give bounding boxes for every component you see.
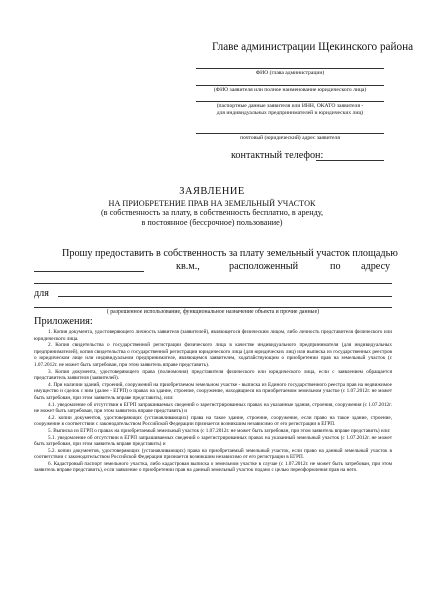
- fio-caption: ФИО (глава администрации): [255, 70, 325, 76]
- address-line: [196, 133, 384, 134]
- address-value-line: [34, 283, 392, 284]
- appendix-item: 1. Копия документа, удостоверяющего личность заявителя (заявителей), являющегося физическим лицом, либо личность представителя физического или юридического лица.: [34, 329, 392, 342]
- form-subtitle-1: НА ПРИОБРЕТЕНИЕ ПРАВ НА ЗЕМЕЛЬНЫЙ УЧАСТОК: [108, 199, 316, 208]
- usage-caption: ( разрешенное использование, функциональное назначение объекта и прочие данные): [106, 309, 320, 315]
- form-subtitle-3: в постоянное (бессрочное) пользование): [141, 218, 283, 227]
- addressee: Главе администрации Щекинского района: [212, 41, 414, 53]
- address-label: адресу: [361, 261, 391, 272]
- appendices-label: Приложения:: [34, 316, 93, 327]
- applicant-line: [196, 85, 384, 86]
- for-label: для: [34, 288, 49, 299]
- appendix-item: 6. Кадастровый паспорт земельного участка, либо кадастровая выписка о земельном участке в случае (с 1.07.2012г. не может быть затребован, при этом заявитель вправе представить), если заявление о приобретении прав на данный земельный участок подано с целью переоформления прав на него.: [34, 460, 392, 474]
- appendix-item: 4.2. копии документов, удостоверяющих (устанавливающих) права на такое здание, строение, сооружение, если право на такое здание, строение, сооружение в соответствии с законодательством Российской Федерации признается возникшим независимо от его регистрации в ЕГРП.: [34, 414, 392, 428]
- passport-caption-2: для индивидуальных предпринимателей и юридических лиц): [216, 110, 364, 116]
- passport-line: [196, 101, 384, 102]
- request-line-1: Прошу предоставить в собственность за плату земельный участок площадью: [62, 248, 398, 259]
- usage-line: [34, 307, 392, 308]
- appendix-item: 5.1. уведомление об отсутствии в ЕГРП запрашиваемых сведений о зарегистрированных правах на указанный земельный участок (с 1.07.2012г. не может быть затребован, при этом заявитель вправе представить) и: [34, 434, 392, 448]
- form-title: ЗАЯВЛЕНИЕ: [179, 186, 245, 197]
- appendix-item: 5. Выписка из ЕГРП о правах на приобретаемый земельный участок (с 1.07.2012г. не может быть затребован, при этом заявитель вправе представить) или:: [48, 427, 391, 434]
- address-caption: почтовый (юридический) адрес заявителя: [240, 135, 340, 141]
- fio-line: [196, 68, 384, 69]
- phone-label: контактный телефон:: [231, 150, 324, 161]
- appendix-item: 4. При наличии зданий, строений, сооружений на приобретаемом земельном участке - выписка из Единого государственного реестра прав на недвижимое имущество и сделок с ним (далее - ЕГРП) о правах на здание, строение, сооружение, находящиеся на приобретаемом земельном участке (с 1.07.2012г. не может быть затребован, при этом заявитель вправе представить), или:: [34, 381, 392, 401]
- at-label: по: [330, 261, 341, 272]
- form-subtitle-2: (в собственность за плату, в собственность бесплатно, в аренду,: [100, 208, 324, 217]
- appendix-item: 2. Копия свидетельства о государственной регистрации физического лица в качестве индивидуального предпринимателя (для индивидуальных предпринимателей), копия свидетельства о государственной регистрации юридического лица (для юридических лиц) или выписка из государственных реестров о юридическом лице или индивидуальном предпринимателе, являющемся заявителем, ходатайствующим о приобретении прав на земельный участок (с 1.07.2012г. не может быть затребован, при этом заявитель вправе представить).: [34, 342, 392, 368]
- appendices-list: [34, 329, 392, 474]
- unit-label: кв.м.,: [176, 261, 200, 272]
- appendix-item: 3. Копия документа, удостоверяющего права (полномочия) представителя физического или юридического лица, если с заявлением обращается представитель заявителя (заявителей).: [34, 368, 392, 382]
- located-label: расположенный: [229, 261, 299, 272]
- area-line: [34, 271, 144, 272]
- applicant-caption: (ФИО заявителя или полное наименование юридического лица): [213, 87, 367, 93]
- appendix-item: 5.2. копии документов, удостоверяющих (устанавливающих) права на приобретаемый земельный участок, если право на данный земельный участок в соответствии с законодательством Российской Федерации признается возникшим независимо от его регистрации в ЕГРП.: [34, 447, 392, 461]
- appendix-item: 4.1. уведомление об отсутствии в ЕГРП запрашиваемых сведений о зарегистрированных правах на указанные здания, строения, сооружения (с 1.07.2012г. не может быть затребован, при этом заявитель вправе представить) и: [34, 401, 392, 415]
- passport-caption-1: (паспортные данные заявителя или ИНН, ОКАТО заявителя -: [216, 103, 364, 109]
- for-line: [58, 296, 392, 297]
- phone-line: [316, 160, 384, 161]
